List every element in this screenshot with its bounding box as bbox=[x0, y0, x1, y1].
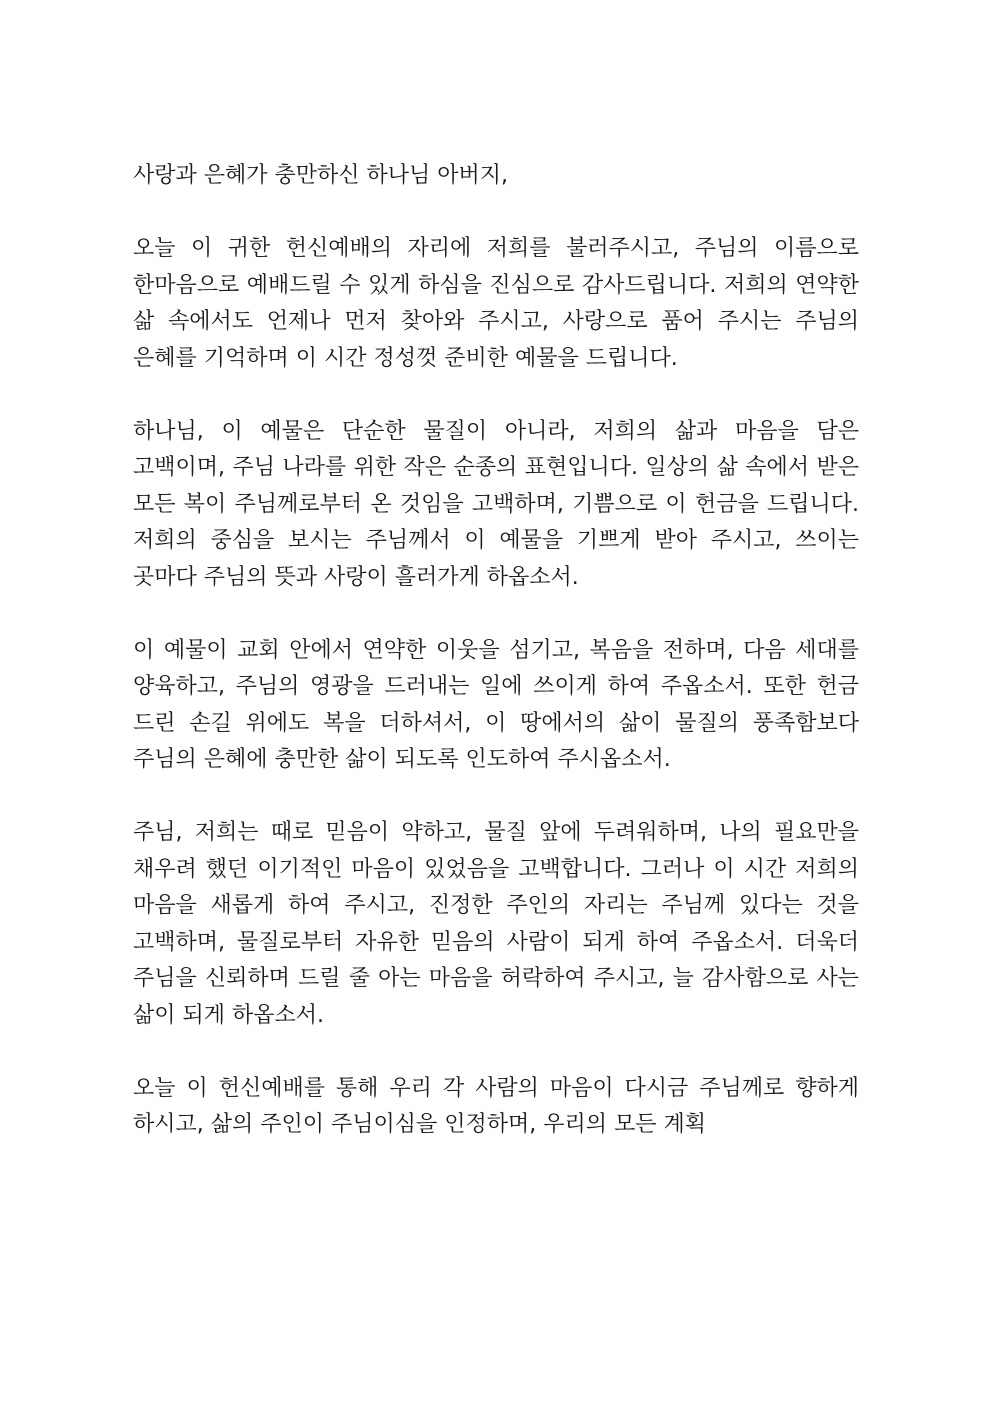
paragraph-thanksgiving: 오늘 이 귀한 헌신예배의 자리에 저희를 불러주시고, 주님의 이름으로 한마음으로 예배드릴 수 있게 하심을 진심으로 감사드립니다. 저희의 연약한 삶 속에서도 언제나 먼저 찾아와 주시고, 사랑으로 품어 주시는 주님의 은혜를 기억하며 이 시간 정성껏 준비한 예물을 드립니다. bbox=[133, 236, 859, 371]
document-body bbox=[133, 158, 859, 1144]
paragraph-offering-use: 이 예물이 교회 안에서 연약한 이웃을 섬기고, 복음을 전하며, 다음 세대를 양육하고, 주님의 영광을 드러내는 일에 쓰이게 하여 주옵소서. 또한 헌금 드린 손길 위에도 복을 더하셔서, 이 땅에서의 삶이 물질의 풍족함보다 주님의 은혜에 충만한 삶이 되도록 인도하여 주시옵소서. bbox=[133, 637, 859, 772]
paragraph-greeting: 사랑과 은혜가 충만하신 하나님 아버지, bbox=[133, 163, 508, 188]
paragraph-dedication: 오늘 이 헌신예배를 통해 우리 각 사람의 마음이 다시금 주님께로 향하게 하시고, 삶의 주인이 주님이심을 인정하며, 우리의 모든 계획 bbox=[133, 1075, 859, 1137]
paragraph-offering-confession: 하나님, 이 예물은 단순한 물질이 아니라, 저희의 삶과 마음을 담은 고백이며, 주님 나라를 위한 작은 순종의 표현입니다. 일상의 삶 속에서 받은 모든 복이 주님께로부터 온 것임을 고백하며, 기쁨으로 이 헌금을 드립니다. 저희의 중심을 보시는 주님께서 이 예물을 기쁘게 받아 주시고, 쓰이는 곳마다 주님의 뜻과 사랑이 흘러가게 하옵소서. bbox=[133, 418, 859, 590]
paragraph-repentance: 주님, 저희는 때로 믿음이 약하고, 물질 앞에 두려워하며, 나의 필요만을 채우려 했던 이기적인 마음이 있었음을 고백합니다. 그러나 이 시간 저희의 마음을 새롭게 하여 주시고, 진정한 주인의 자리는 주님께 있다는 것을 고백하며, 물질로부터 자유한 믿음의 사람이 되게 하여 주옵소서. 더욱더 주님을 신뢰하며 드릴 줄 아는 마음을 허락하여 주시고, 늘 감사함으로 사는 삶이 되게 하옵소서. bbox=[133, 820, 859, 1028]
